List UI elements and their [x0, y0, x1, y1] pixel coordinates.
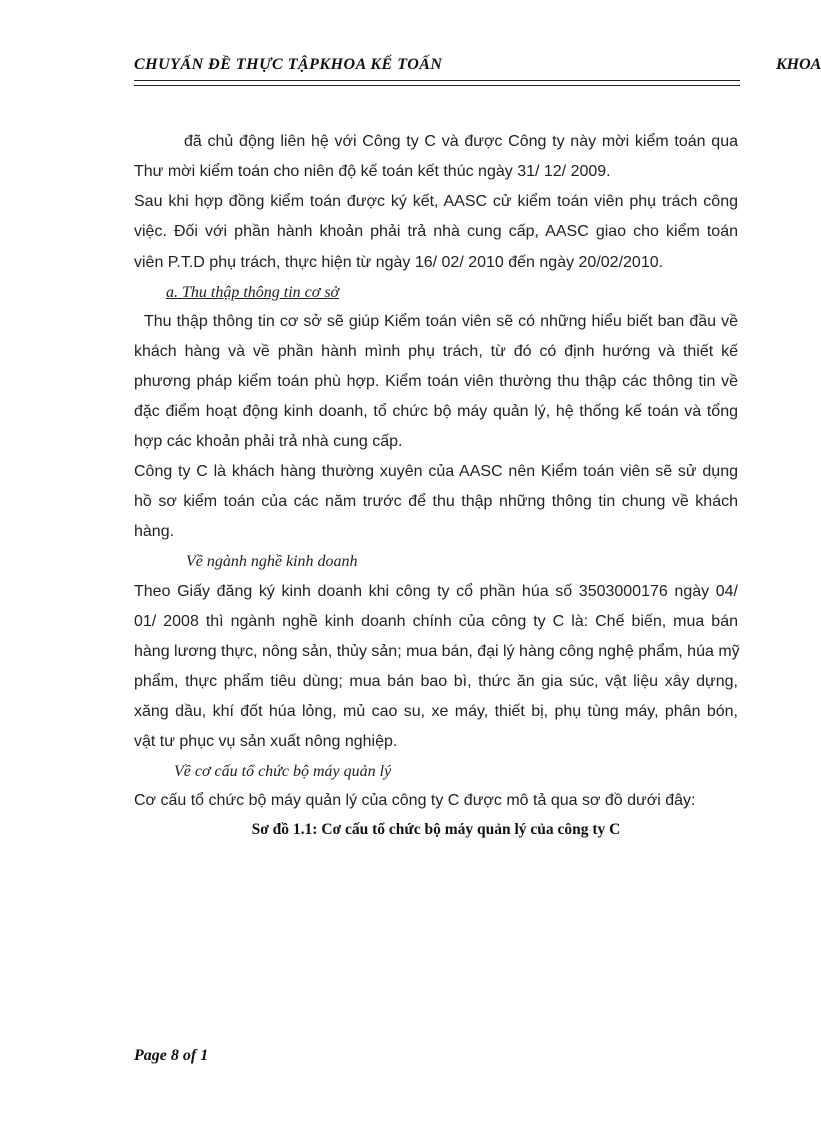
body-line: Sau khi hợp đồng kiểm toán được ký kết, AASC cử kiểm toán viên phụ trách công: [134, 193, 738, 210]
body-line: phẩm, thực phẩm tiêu dùng; mua bán bao bì, thức ăn gia súc, vật liệu xây dựng,: [134, 673, 738, 690]
body-line: Thư mời kiểm toán cho niên độ kế toán kết thúc ngày 31/ 12/ 2009.: [134, 163, 611, 180]
subheading: Về ngành nghề kinh doanh: [186, 553, 358, 570]
page-footer: Page 8 of 1: [134, 1047, 209, 1064]
body-line: Cơ cấu tổ chức bộ máy quản lý của công ty C được mô tả qua sơ đồ dưới đây:: [134, 792, 696, 809]
body-line: hàng lương thực, nông sản, thủy sản; mua bán, đại lý hàng công nghệ phẩm, húa mỹ: [134, 643, 740, 660]
body-line: hợp các khoản phải trả nhà cung cấp.: [134, 433, 403, 450]
body-line: Theo Giấy đăng ký kinh doanh khi công ty cổ phần húa số 3503000176 ngày 04/: [134, 583, 738, 600]
body-line: hàng.: [134, 523, 175, 540]
header-title: CHUYẤN ĐỀ THỰC TẬPKHOA KẾ TOẤN: [134, 56, 443, 73]
subheading: Về cơ cấu tổ chức bộ máy quản lý: [174, 763, 392, 780]
body-line: 01/ 2008 thì ngành nghề kinh doanh chính của công ty C là: Chế biến, mua bán: [134, 613, 738, 630]
body-line: xăng dầu, khí đốt húa lỏng, mủ cao su, xe máy, thiết bị, phụ tùng máy, phân bón,: [134, 703, 738, 720]
body-line: viên P.T.D phụ trách, thực hiện từ ngày 16/ 02/ 2010 đến ngày 20/02/2010.: [134, 254, 664, 271]
body-line: Thu thập thông tin cơ sở sẽ giúp Kiểm toán viên sẽ có những hiểu biết ban đầu về: [144, 313, 738, 330]
body-line: hồ sơ kiểm toán của các năm trước để thu thập những thông tin chung về khách: [134, 493, 738, 510]
section-heading: a. Thu thập thông tin cơ sở: [166, 284, 340, 301]
body-line: việc. Đối với phần hành khoản phải trả nhà cung cấp, AASC giao cho kiểm toán: [134, 223, 738, 240]
diagram-caption: Sơ đồ 1.1: Cơ cấu tổ chức bộ máy quản lý của công ty C: [251, 821, 621, 838]
header-rule-top: [134, 80, 740, 81]
body-line: đặc điểm hoạt động kinh doanh, tổ chức bộ máy quản lý, hệ thống kế toán và tổng: [134, 403, 738, 420]
header-right-text: KHOA: [776, 56, 821, 73]
header-rule-bottom: [134, 85, 740, 86]
body-line: phương pháp kiểm toán phù hợp. Kiểm toán viên thường thu thập các thông tin về: [134, 373, 738, 390]
body-line: vật tư phục vụ sản xuất nông nghiệp.: [134, 733, 398, 750]
body-line: khách hàng và về phần hành mình phụ trách, từ đó có định hướng và thiết kế: [134, 343, 738, 360]
body-line: đã chủ động liên hệ với Công ty C và được Công ty này mời kiểm toán qua: [184, 133, 738, 150]
body-line: Công ty C là khách hàng thường xuyên của AASC nên Kiểm toán viên sẽ sử dụng: [134, 463, 738, 480]
